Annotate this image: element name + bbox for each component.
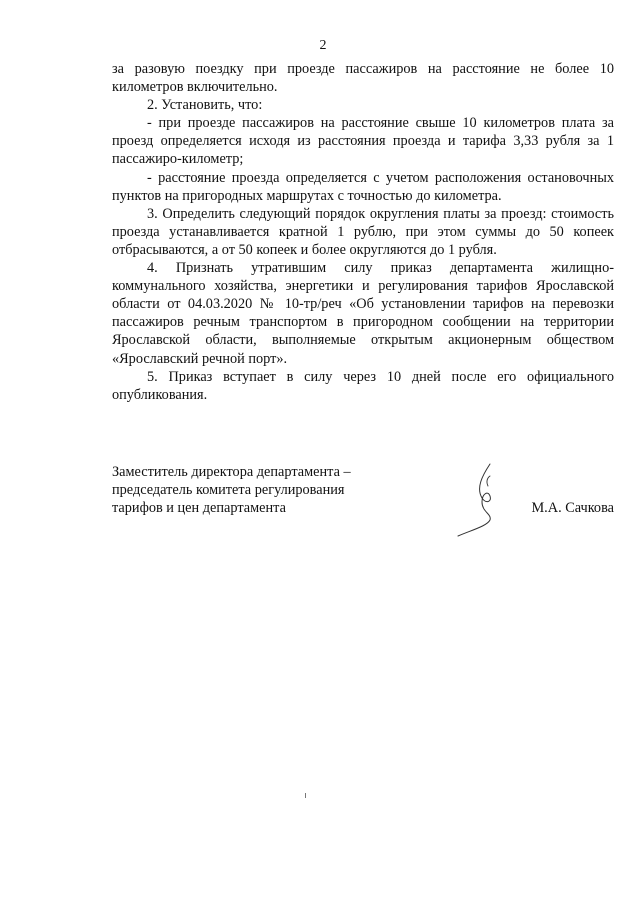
- paragraph-item-4-repeal: 4. Признать утратившим силу приказ департамента жилищно-коммунального хозяйства, энергетики и регулирования тарифов Ярославской области от 04.03.2020 № 10-тр/реч «Об установлении тарифов на перевозки пассажиров речным транспортом в пригородном сообщении на территории Ярославской области, выполняемые открытым акционерным обществом «Ярославский речной порт».: [112, 260, 614, 367]
- signatory-title-line: Заместитель директора департамента –: [112, 464, 351, 480]
- signatory-title: [112, 463, 351, 517]
- paragraph-item-2-heading: 2. Установить, что:: [147, 97, 263, 114]
- paragraph-item-5-effective: 5. Приказ вступает в силу через 10 дней после его официального опубликования.: [112, 368, 614, 403]
- paragraph-item-2-fare: - при проезде пассажиров на расстояние свыше 10 километров плата за проезд определяется исходя из расстояния проезда и тарифа 3,33 рубля за 1 пассажиро-километр;: [112, 115, 614, 168]
- page-number: 2: [319, 38, 327, 53]
- paragraph-continuation: за разовую поездку при проезде пассажиров на расстояние не более 10 километров включительно.: [112, 61, 614, 96]
- handwritten-signature: [452, 458, 512, 538]
- document-body: [112, 60, 614, 404]
- signature-block: [112, 463, 614, 533]
- scan-artifact: [305, 793, 306, 798]
- signatory-title-line: председатель комитета регулирования: [112, 482, 345, 499]
- paragraph-item-2-distance: - расстояние проезда определяется с учетом расположения остановочных пунктов на пригородных маршрутах с точностью до километра.: [112, 169, 614, 204]
- signatory-name: М.А. Сачкова: [531, 500, 614, 516]
- signatory-title-line: тарифов и цен департамента: [112, 500, 286, 517]
- paragraph-item-3-rounding: 3. Определить следующий порядок округления платы за проезд: стоимость проезда устанавливается кратной 1 рублю, при этом суммы до 50 копеек отбрасываются, а от 50 копеек и более округляются до 1 рубля.: [112, 205, 614, 258]
